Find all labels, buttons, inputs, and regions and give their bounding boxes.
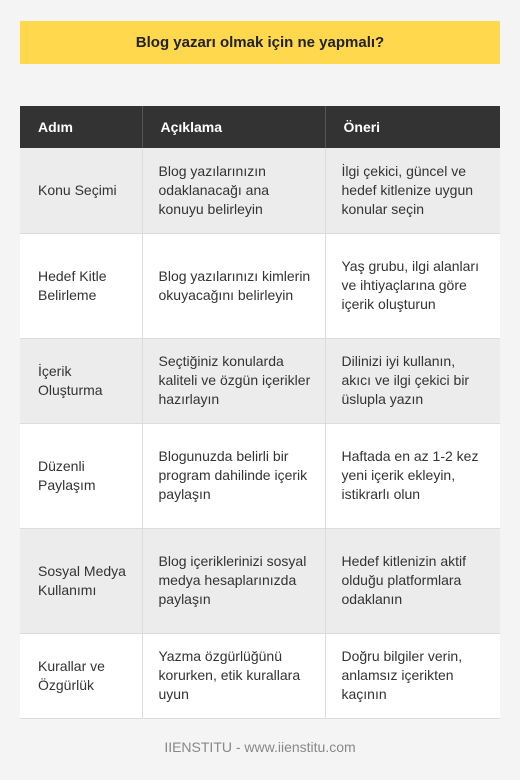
step-cell: Sosyal Medya Kullanımı — [20, 528, 142, 633]
page-title: Blog yazarı olmak için ne yapmalı? — [20, 21, 500, 64]
column-header-step: Adım — [20, 106, 142, 148]
table-row — [20, 423, 500, 528]
footer-credit: IIENSTITU - www.iienstitu.com — [164, 739, 356, 755]
description-cell: Blogunuzda belirli bir program dahilinde içerik paylaşın — [142, 423, 325, 528]
step-cell: Düzenli Paylaşım — [20, 423, 142, 528]
step-cell: Konu Seçimi — [20, 148, 142, 233]
column-header-tip: Öneri — [325, 106, 500, 148]
tip-cell: Yaş grubu, ilgi alanları ve ihtiyaçlarına göre içerik oluşturun — [325, 233, 500, 338]
tip-cell: Doğru bilgiler verin, anlamsız içerikten kaçının — [325, 633, 500, 718]
description-cell: Blog yazılarınızı kimlerin okuyacağını belirleyin — [142, 233, 325, 338]
table-row — [20, 338, 500, 423]
column-header-description: Açıklama — [142, 106, 325, 148]
tip-cell: Hedef kitlenizin aktif olduğu platformlara odaklanın — [325, 528, 500, 633]
tip-cell: Haftada en az 1-2 kez yeni içerik ekleyin, istikrarlı olun — [325, 423, 500, 528]
table-row — [20, 148, 500, 233]
table-header-row — [20, 106, 500, 148]
description-cell: Yazma özgürlüğünü korurken, etik kurallara uyun — [142, 633, 325, 718]
step-cell: Hedef Kitle Belirleme — [20, 233, 142, 338]
description-cell: Seçtiğiniz konularda kaliteli ve özgün içerikler hazırlayın — [142, 338, 325, 423]
description-cell: Blog yazılarınızın odaklanacağı ana konuyu belirleyin — [142, 148, 325, 233]
tip-cell: Dilinizi iyi kullanın, akıcı ve ilgi çekici bir üslupla yazın — [325, 338, 500, 423]
description-cell: Blog içeriklerinizi sosyal medya hesaplarınızda paylaşın — [142, 528, 325, 633]
table-row — [20, 233, 500, 338]
table-row — [20, 633, 500, 718]
tip-cell: İlgi çekici, güncel ve hedef kitlenize uygun konular seçin — [325, 148, 500, 233]
steps-table — [20, 106, 500, 719]
step-cell: Kurallar ve Özgürlük — [20, 633, 142, 718]
table-row — [20, 528, 500, 633]
step-cell: İçerik Oluşturma — [20, 338, 142, 423]
